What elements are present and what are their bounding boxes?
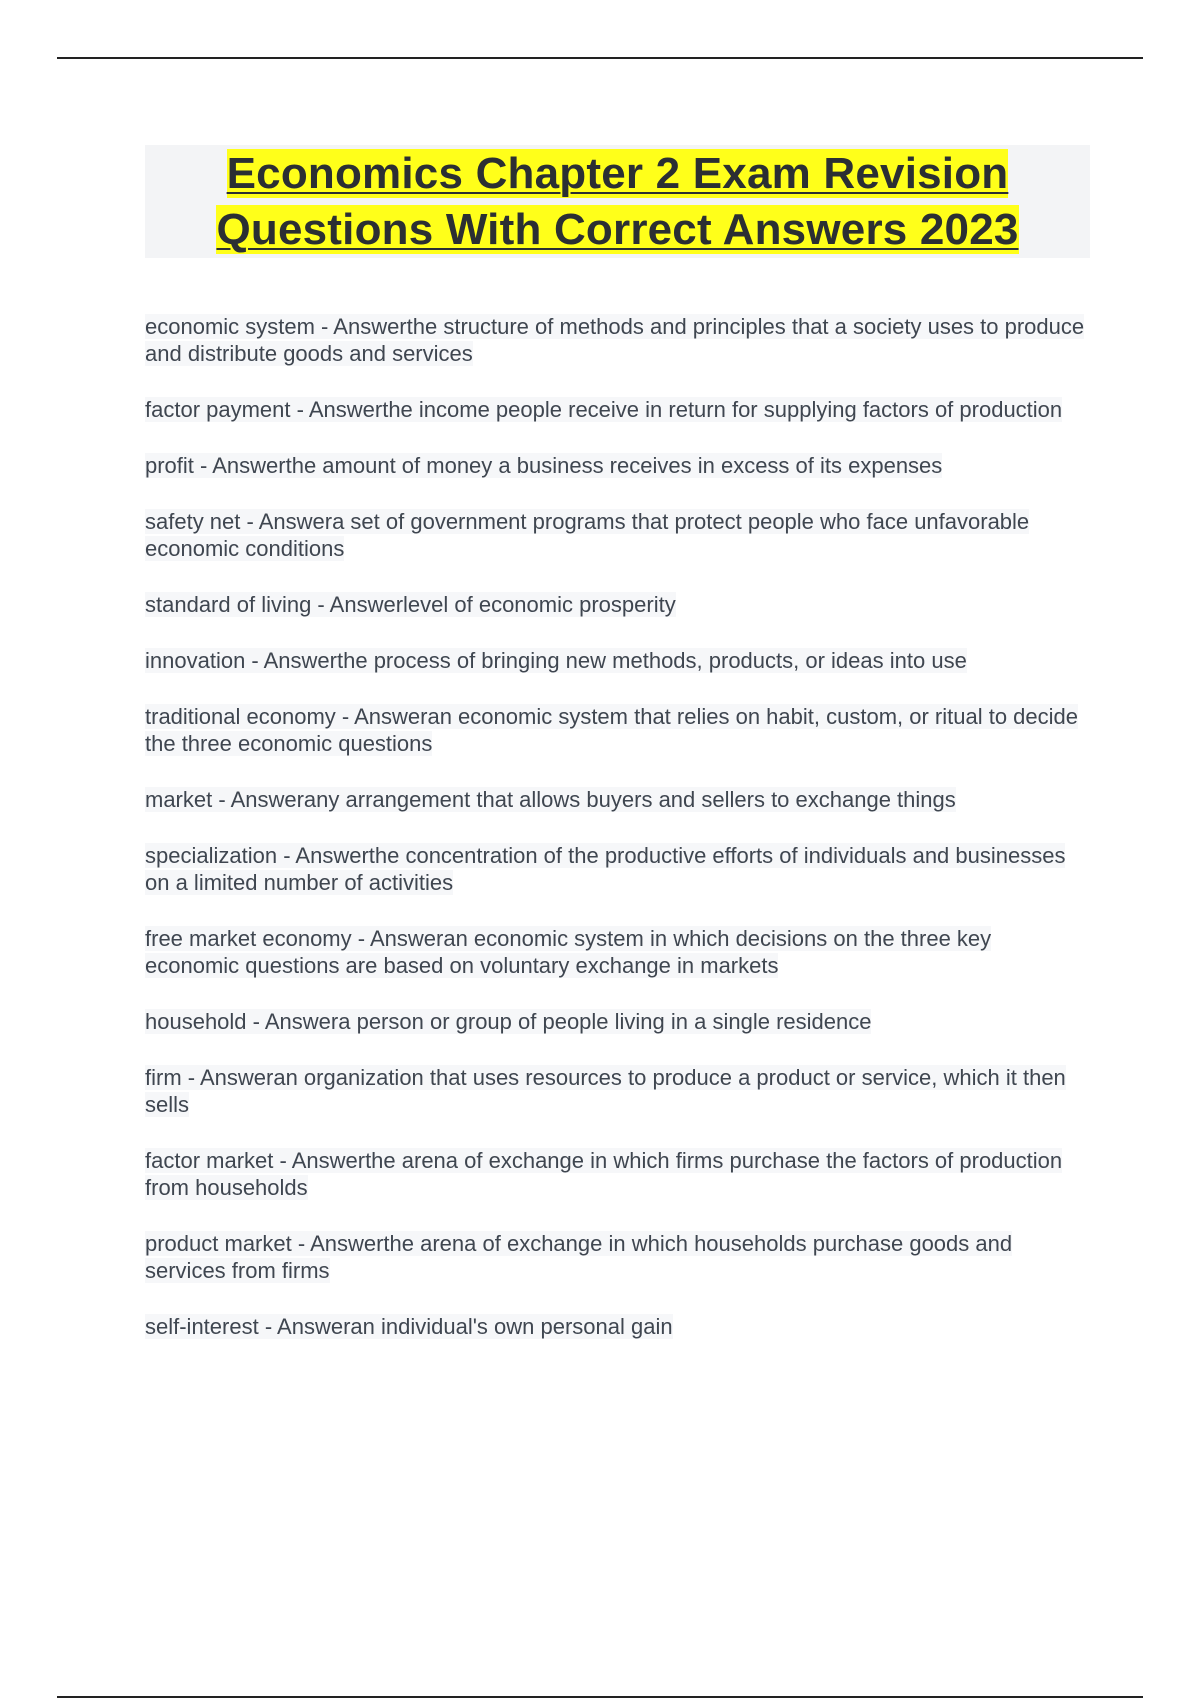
top-rule [57,57,1143,59]
entry-text: factor payment - Answerthe income people receive in return for supplying factors of production [145,397,1063,422]
entry-text: economic system - Answerthe structure of methods and principles that a society uses to produce and distribute goods and services [145,314,1085,366]
page-title-line-1: Economics Chapter 2 Exam Revision [226,149,1009,198]
glossary-entry [145,842,1090,896]
entry-text: free market economy - Answeran economic system in which decisions on the three key economic questions are based on voluntary exchange in markets [145,926,992,978]
entry-text: traditional economy - Answeran economic system that relies on habit, custom, or ritual to decide the three economic questions [145,704,1079,756]
glossary-entry [145,452,1090,479]
glossary-entry [145,925,1090,979]
entry-text: household - Answera person or group of people living in a single residence [145,1009,872,1034]
glossary-entry [145,1064,1090,1118]
entry-text: profit - Answerthe amount of money a business receives in excess of its expenses [145,453,943,478]
glossary-entry [145,1230,1090,1284]
entry-text: market - Answerany arrangement that allows buyers and sellers to exchange things [145,787,956,812]
glossary-list [145,313,1090,1369]
entry-text: self-interest - Answeran individual's own personal gain [145,1314,673,1339]
entry-text: safety net - Answera set of government programs that protect people who face unfavorable economic conditions [145,509,1030,561]
glossary-entry [145,1008,1090,1035]
entry-text: standard of living - Answerlevel of economic prosperity [145,592,676,617]
glossary-entry [145,1147,1090,1201]
bottom-rule [57,1696,1143,1698]
glossary-entry [145,703,1090,757]
glossary-entry [145,508,1090,562]
entry-text: factor market - Answerthe arena of exchange in which firms purchase the factors of production from households [145,1148,1063,1200]
entry-text: specialization - Answerthe concentration of the productive efforts of individuals and businesses on a limited number of activities [145,843,1066,895]
glossary-entry [145,786,1090,813]
glossary-entry [145,313,1090,367]
glossary-entry [145,1313,1090,1340]
title-block [145,145,1090,258]
entry-text: product market - Answerthe arena of exchange in which households purchase goods and services from firms [145,1231,1013,1283]
page-title-line-2: Questions With Correct Answers 2023 [216,205,1019,254]
glossary-entry [145,591,1090,618]
entry-text: firm - Answeran organization that uses resources to produce a product or service, which it then sells [145,1065,1066,1117]
glossary-entry [145,396,1090,423]
glossary-entry [145,647,1090,674]
entry-text: innovation - Answerthe process of bringing new methods, products, or ideas into use [145,648,967,673]
